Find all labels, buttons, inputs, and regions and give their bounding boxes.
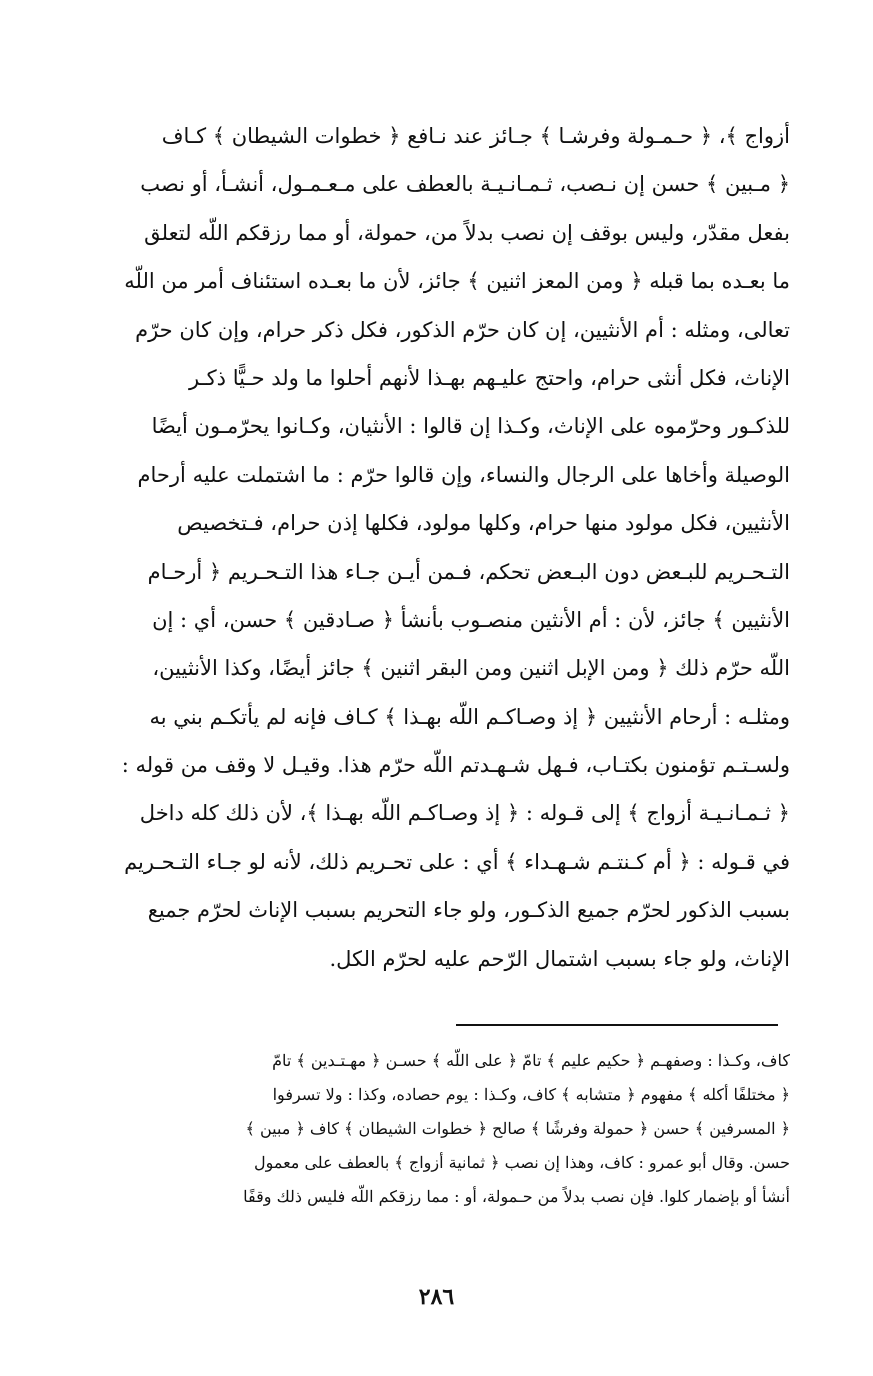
text-line: للذكـور وحرّموه على الإناث، وكـذا إن قالوا : الأنثيان، وكـانوا يحرّمـون أيضًا	[151, 414, 790, 439]
text-line: بسبب الذكور لحرّم جميع الذكـور، ولو جاء التحريم بسبب الإناث لحرّم جميع	[147, 898, 790, 923]
text-line: ولسـتـم تؤمنون بكتـاب، فـهل شـهـدتم اللّه حرّم هذا. وقيـل لا وقف من قوله :	[121, 753, 790, 778]
text-line: ما بعـده بما قبله ﴿ ومن المعز اثنين ﴾ جائز، لأن ما بعـده استئناف أمر من اللّه	[124, 269, 790, 294]
footnote-line: أنشأ أو بإضمار كلوا. فإن نصب بدلاً من حـمولة، أو : مما رزقكم اللّه فليس ذلك وقفًا	[243, 1187, 790, 1206]
footnote-line: ﴿ مختلفًا أكله ﴾ مفهوم ﴿ متشابه ﴾ كاف، وكـذا : يوم حصاده، وكذا : ولا تسرفوا	[272, 1085, 790, 1104]
footnote-line: كاف، وكـذا : وصفهـم ﴿ حكيم عليم ﴾ تامّ ﴿ على اللّه ﴾ حسـن ﴿ مهـتـدين ﴾ تامّ	[272, 1051, 790, 1070]
text-line: ﴿ مـبين ﴾ حسن إن نـصب، ثـمـانـيـة بالعطف على مـعـمـول، أنشـأ، أو نصب	[140, 172, 790, 197]
footnote-line: ﴿ المسرفين ﴾ حسن ﴿ حمولة وفرشًا ﴾ صالح ﴿ خطوات الشيطان ﴾ كاف ﴿ مبين ﴾	[245, 1119, 790, 1138]
text-line: ومثلـه : أرحام الأنثيين ﴿ إذ وصـاكـم اللّه بهـذا ﴾ كـاف فإنه لم يأتكـم بني به	[149, 704, 790, 729]
footnote-divider	[456, 1024, 778, 1026]
text-line: تعالى، ومثله : أم الأنثيين، إن كان حرّم الذكور، فكل ذكر حرام، وإن كان حرّم	[135, 317, 790, 342]
text-line-last: الإناث، ولو جاء بسبب اشتمال الرّحم عليه لحرّم الكل.	[329, 946, 790, 971]
main-text-body	[48, 112, 790, 983]
text-line: التـحـريم للبـعض دون البـعض تحكم، فـمن أيـن جـاء هذا التـحـريم ﴿ أرحـام	[147, 559, 790, 584]
text-line: الوصيلة وأخاها على الرجال والنساء، وإن قالوا حرّم : ما اشتملت عليه أرحام	[137, 462, 790, 487]
page-number: ٢٨٦	[418, 1284, 455, 1310]
text-line: الأنثيين ﴾ جائز، لأن : أم الأنثين منصـوب بأنشأ ﴿ صـادقين ﴾ حسن، أي : إن	[152, 607, 790, 632]
text-line: ﴿ ثـمـانـيـة أزواج ﴾ إلى قـوله : ﴿ إذ وصـاكـم اللّه بهـذا ﴾، لأن ذلك كله داخل	[139, 801, 790, 826]
text-line: اللّه حرّم ذلك ﴿ ومن الإبل اثنين ومن البقر اثنين ﴾ جائز أيضًا، وكذا الأنثيين،	[152, 656, 790, 681]
text-line: الإناث، فكل أنثى حرام، واحتج عليـهم بهـذا لأنهم أحلوا ما ولد حـيًّا ذكـر	[188, 365, 790, 390]
footnote-section	[48, 1044, 790, 1214]
text-line: الأنثيين، فكل مولود منها حرام، وكلها مولود، فكلها إذن حرام، فـتخصيص	[177, 511, 790, 536]
text-line: بفعل مقدّر، وليس بوقف إن نصب بدلاً من، حمولة، أو مما رزقكم اللّه لتعلق	[144, 220, 790, 245]
footnote-line: حسن. وقال أبو عمرو : كاف، وهذا إن نصب ﴿ ثمانية أزواج ﴾ بالعطف على معمول	[253, 1153, 790, 1172]
text-line: أزواج ﴾، ﴿ حـمـولة وفرشـا ﴾ جـائز عند نـافع ﴿ خطوات الشيطان ﴾ كـاف	[161, 124, 790, 148]
text-line: في قـوله : ﴿ أم كـنتـم شـهـداء ﴾ أي : على تحـريم ذلك، لأنه لو جـاء التـحـريم	[124, 849, 790, 874]
